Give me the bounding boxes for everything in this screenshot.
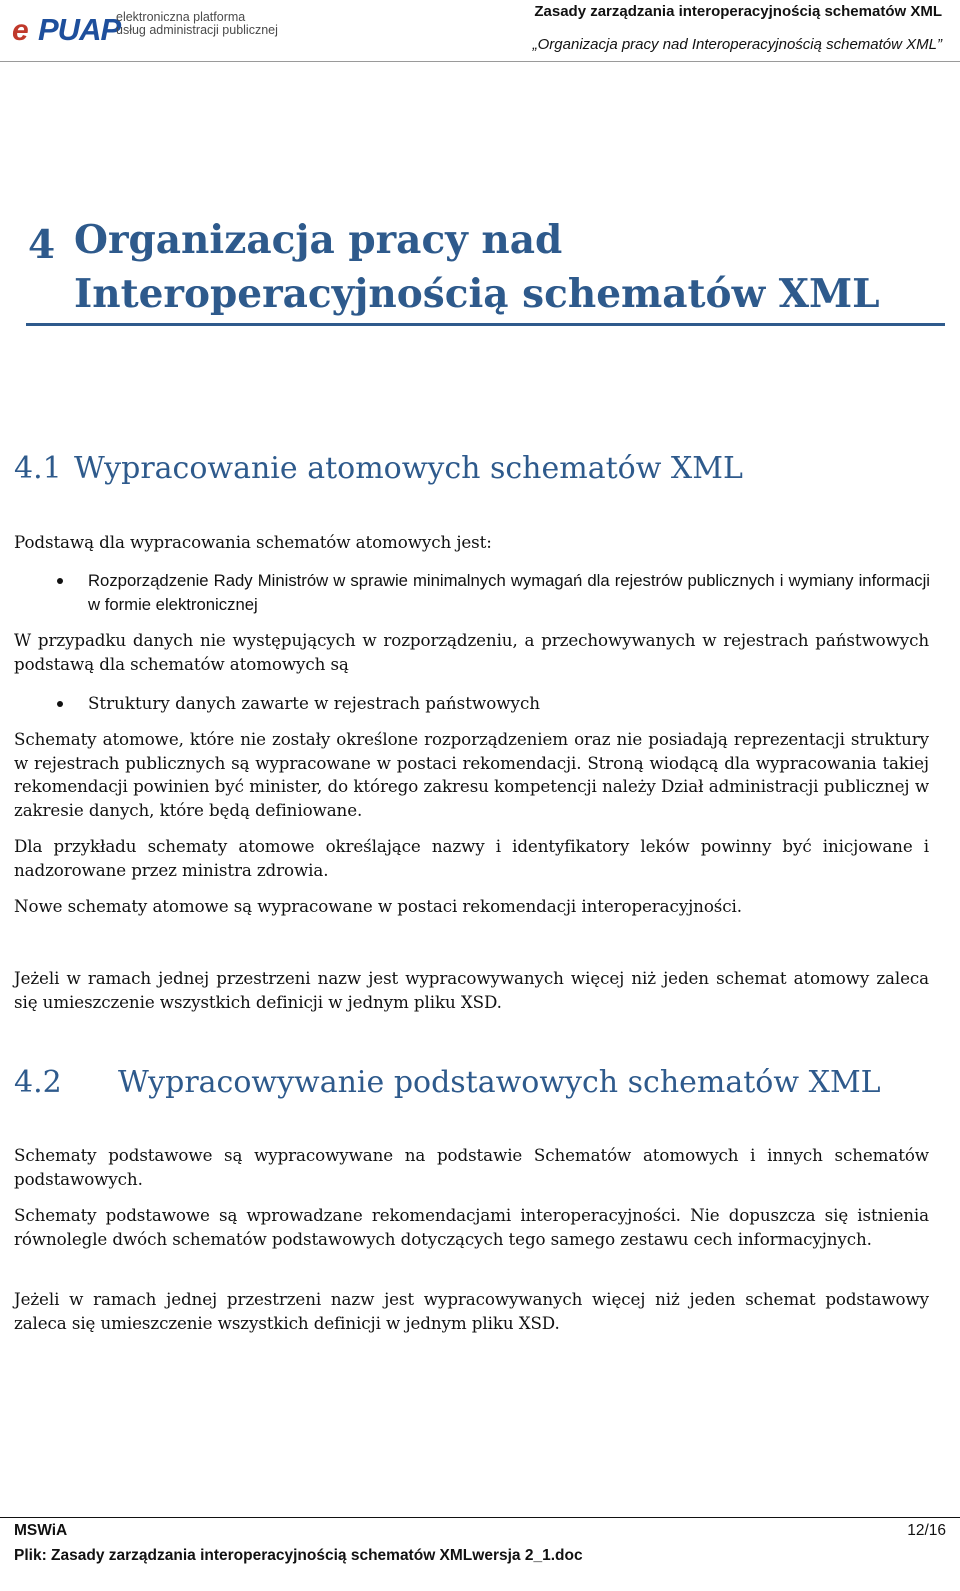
section-1-paragraph-2: W przypadku danych nie występujących w rozporządzeniu, a przechowywanych w rejestrach państwowych podstawą dla schematów atomowych są — [14, 630, 929, 674]
section-1-paragraph-3: Schematy atomowe, które nie zostały określone rozporządzeniem oraz nie posiadają reprezentacji struktury w rejestrach publicznych są wypracowane w postaci rekomendacji. Stroną wiodącą dla wypracowania takiej rekomendacji powinien być minister, do którego zakresu kompetencji należy Dział administracji publicznej w zakresie danych, które będą definiowane. — [14, 729, 929, 820]
chapter-underline — [26, 323, 945, 326]
logo-tagline — [116, 11, 278, 37]
section-2-paragraph-3: Jeżeli w ramach jednej przestrzeni nazw jest wypracowywanych więcej niż jeden schemat podstawowy zaleca się umieszczenie wszystkich definicji w jednym pliku XSD. — [14, 1289, 929, 1333]
chapter-title: Organizacja pracy nad Interoperacyjnością schematów XML — [74, 217, 880, 317]
logo-e-letter: e — [12, 14, 29, 47]
epuap-logo — [12, 8, 312, 48]
section-1-paragraph-1: Podstawą dla wypracowania schematów atomowych jest: — [14, 532, 492, 552]
footer-page-number: 12/16 — [907, 1522, 946, 1539]
logo-tagline-line-1: elektroniczna platforma — [116, 10, 246, 24]
logo-tagline-line-2: usług administracji publicznej — [116, 23, 278, 37]
bullet-dot — [57, 701, 63, 707]
header-subtitle: „Organizacja pracy nad Interoperacyjnością schematów XML” — [532, 36, 942, 53]
section-1-title: Wypracowanie atomowych schematów XML — [74, 451, 743, 486]
section-1-paragraph-6: Jeżeli w ramach jednej przestrzeni nazw jest wypracowywanych więcej niż jeden schemat atomowy zaleca się umieszczenie wszystkich definicji w jednym pliku XSD. — [14, 968, 929, 1012]
section-2-paragraph-1: Schematy podstawowe są wypracowywane na podstawie Schematów atomowych i innych schematów podstawowych. — [14, 1145, 929, 1189]
section-2-number: 4.2 — [14, 1065, 62, 1100]
footer-file-name: Plik: Zasady zarządzania interoperacyjnością schematów XMLwersja 2_1.doc — [14, 1547, 583, 1564]
section-1-paragraph-5: Nowe schematy atomowe są wypracowane w postaci rekomendacji interoperacyjności. — [14, 896, 742, 916]
section-1-bullet-1: Rozporządzenie Rady Ministrów w sprawie minimalnych wymagań dla rejestrów publicznych i wymiany informacji w formie elektronicznej — [88, 571, 930, 614]
logo-puap-text: PUAP — [38, 12, 121, 47]
section-2-paragraph-2: Schematy podstawowe są wprowadzane rekomendacjami interoperacyjności. Nie dopuszcza się istnienia równolegle dwóch schematów podstawowych dotyczących tego samego zestawu cech informacyjnych. — [14, 1205, 929, 1249]
section-1-number: 4.1 — [14, 451, 62, 486]
section-1-paragraph-4: Dla przykładu schematy atomowe określające nazwy i identyfikatory leków powinny być inicjowane i nadzorowane przez ministra zdrowia. — [14, 836, 929, 880]
section-1-bullet-2: Struktury danych zawarte w rejestrach państwowych — [88, 693, 541, 713]
chapter-number: 4 — [28, 222, 56, 268]
bullet-dot — [57, 578, 63, 584]
section-2-title: Wypracowywanie podstawowych schematów XML — [118, 1065, 881, 1100]
footer-divider — [0, 1517, 960, 1518]
header-divider — [0, 61, 960, 62]
header-title: Zasady zarządzania interoperacyjnością schematów XML — [534, 3, 942, 20]
footer-org: MSWiA — [14, 1522, 68, 1539]
